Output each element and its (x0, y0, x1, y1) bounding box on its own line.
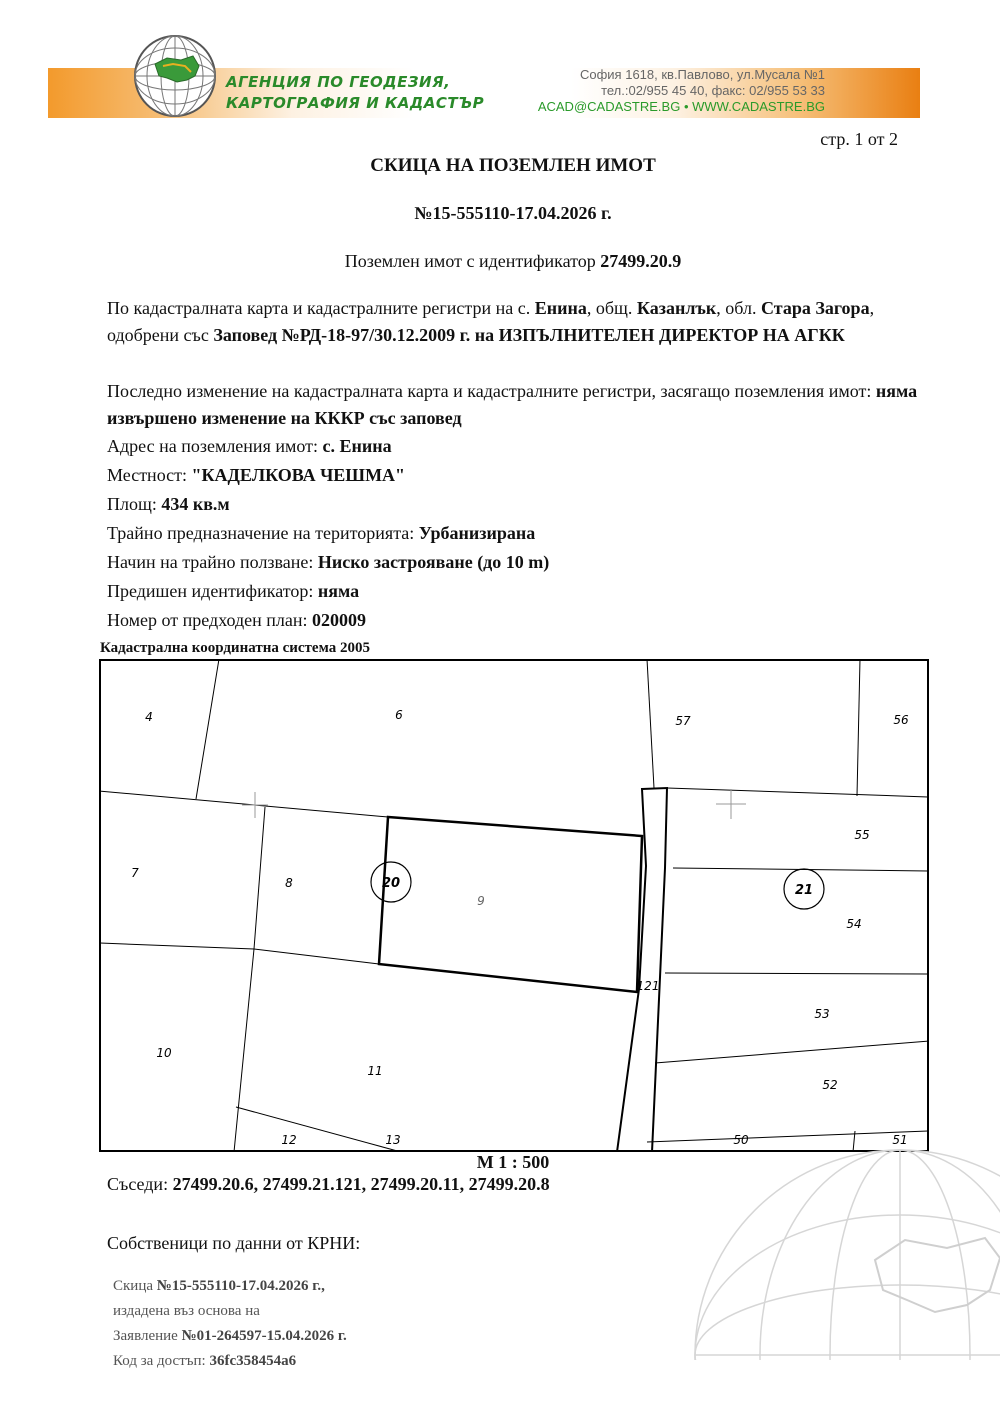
footer-value: №01-264597-15.04.2026 г. (181, 1328, 347, 1344)
neighbors-value: 27499.20.6, 27499.21.121, 27499.20.11, 27499.20.8 (172, 1174, 550, 1194)
parcel-identifier (0, 251, 1000, 272)
field-locality (107, 465, 405, 486)
parcel-label: 53 (814, 1007, 830, 1021)
approval-region: Стара Загора (761, 298, 870, 318)
last-change-value: няма извършено изменение на КККР със заповед (107, 381, 918, 428)
parcel-label: 54 (846, 917, 862, 931)
block-label: 21 (794, 883, 814, 898)
parcel-label: 13 (385, 1133, 401, 1147)
parcel-label: 9 (477, 894, 485, 908)
parcel-label: 8 (285, 876, 293, 890)
contact-phone: тел.:02/955 45 40, факс: 02/955 53 33 (601, 83, 825, 98)
parcel-label: 121 (636, 979, 660, 993)
approval-order: Заповед №РД-18-97/30.12.2009 г. на ИЗПЪЛНИТЕЛЕН ДИРЕКТОР НА АГКК (213, 325, 845, 345)
parcel-label: 50 (733, 1133, 749, 1147)
parcel-label: 6 (395, 708, 403, 722)
field-label: Площ: (107, 494, 162, 514)
document-number: №15-555110-17.04.2026 г. (414, 203, 612, 223)
field-previous-id (107, 581, 359, 602)
footer-access-code (113, 1349, 347, 1374)
footer-value: №15-555110-17.04.2026 г., (156, 1278, 325, 1294)
agency-name-line2: КАРТОГРАФИЯ И КАДАСТЪР (226, 94, 485, 112)
approval-paragraph (107, 295, 922, 349)
contact-info (520, 67, 825, 115)
parcel-label: 11 (367, 1064, 383, 1078)
approval-text: По кадастралната карта и кадастралните регистри на с. (107, 298, 535, 318)
owners-heading: Собственици по данни от КРНИ: (107, 1233, 361, 1253)
parcel-boundary (236, 1107, 401, 1152)
field-value: с. Енина (322, 436, 392, 456)
parcel-label: 52 (822, 1078, 838, 1092)
parcel-boundary (655, 1041, 929, 1063)
parcel-label: 4 (145, 710, 153, 724)
parcel-boundary (99, 943, 254, 949)
field-address (107, 436, 392, 457)
parcel-boundary (99, 791, 388, 817)
footer-issued-based-on: издадена въз основа на (113, 1303, 260, 1319)
agency-name-line1: АГЕНЦИЯ ПО ГЕОДЕЗИЯ, (226, 73, 451, 91)
approval-municipality: Казанлък (636, 298, 717, 318)
approval-village: Енина (534, 298, 587, 318)
last-change-label: Последно изменение на кадастралната карта и кадастралните регистри, засягащо поземления имот: (107, 381, 876, 401)
parcel-boundary (234, 949, 254, 1152)
parcel-label: 51 (892, 1133, 908, 1147)
parcel-boundary (254, 807, 265, 949)
field-value: няма (317, 581, 360, 601)
contact-email-web: ACAD@CADASTRE.BG • WWW.CADASTRE.BG (537, 99, 825, 114)
field-label: Адрес на поземления имот: (107, 436, 323, 456)
neighbors (107, 1174, 550, 1195)
contact-address: София 1618, кв.Павлово, ул.Мусала №1 (579, 67, 825, 82)
field-label: Предишен идентификатор: (107, 581, 318, 601)
field-usage (107, 552, 549, 573)
parcel-label: 55 (854, 828, 870, 842)
block-label: 20 (381, 876, 401, 891)
coordinate-system-label: Кадастрална координатна система 2005 (100, 640, 370, 656)
field-area (107, 494, 230, 515)
agency-logo-icon (133, 34, 217, 118)
approval-text: , общ. (586, 298, 637, 318)
field-value: Урбанизирана (418, 523, 536, 543)
field-purpose (107, 523, 535, 544)
field-label: Местност: (107, 465, 192, 485)
parcel-label: 10 (156, 1046, 172, 1060)
parcel-label: 12 (281, 1133, 297, 1147)
neighbors-label: Съседи: (107, 1174, 173, 1194)
subject-parcel-9 (379, 817, 642, 992)
identifier-value: 27499.20.9 (600, 251, 682, 271)
field-label: Номер от предходен план: (107, 610, 313, 630)
map-scale: М 1 : 500 (476, 1152, 550, 1172)
field-value: Ниско застрояване (до 10 m) (317, 552, 550, 572)
footer-sketch-number (113, 1274, 347, 1299)
approval-text: , одобрени със (107, 298, 875, 345)
field-previous-plan (107, 610, 366, 631)
field-value: 434 кв.м (161, 494, 230, 514)
field-label: Трайно предназначение на територията: (107, 523, 419, 543)
cadastral-map (99, 659, 929, 1152)
map-frame (100, 660, 928, 1151)
parcel-boundary (667, 788, 929, 797)
watermark-globe-icon (685, 1140, 1000, 1360)
identifier-label: Поземлен имот с идентификатор (344, 251, 601, 271)
document-title: СКИЦА НА ПОЗЕМЛЕН ИМОТ (370, 155, 656, 176)
parcel-boundary (254, 949, 379, 964)
agency-name (226, 72, 484, 114)
footer-label: Код за достъп: (113, 1353, 210, 1369)
parcel-label: 56 (893, 713, 909, 727)
footer-label: Заявление (113, 1328, 182, 1344)
last-change (107, 378, 922, 432)
footer-application (113, 1324, 347, 1349)
footer-label: Скица (113, 1278, 157, 1294)
field-value: 020009 (312, 610, 367, 630)
field-value: "КАДЕЛКОВА ЧЕШМА" (191, 465, 406, 485)
parcel-label: 57 (675, 714, 691, 728)
footer-value: 36fc358454a6 (209, 1353, 297, 1369)
issue-footer (113, 1274, 347, 1374)
parcel-boundary (647, 659, 654, 788)
parcel-boundary (665, 973, 929, 974)
parcel-boundary (857, 659, 860, 796)
approval-text: , обл. (716, 298, 761, 318)
parcel-boundary (196, 659, 219, 799)
page-number: стр. 1 от 2 (820, 129, 898, 149)
field-label: Начин на трайно ползване: (107, 552, 318, 572)
parcel-label: 7 (131, 866, 139, 880)
